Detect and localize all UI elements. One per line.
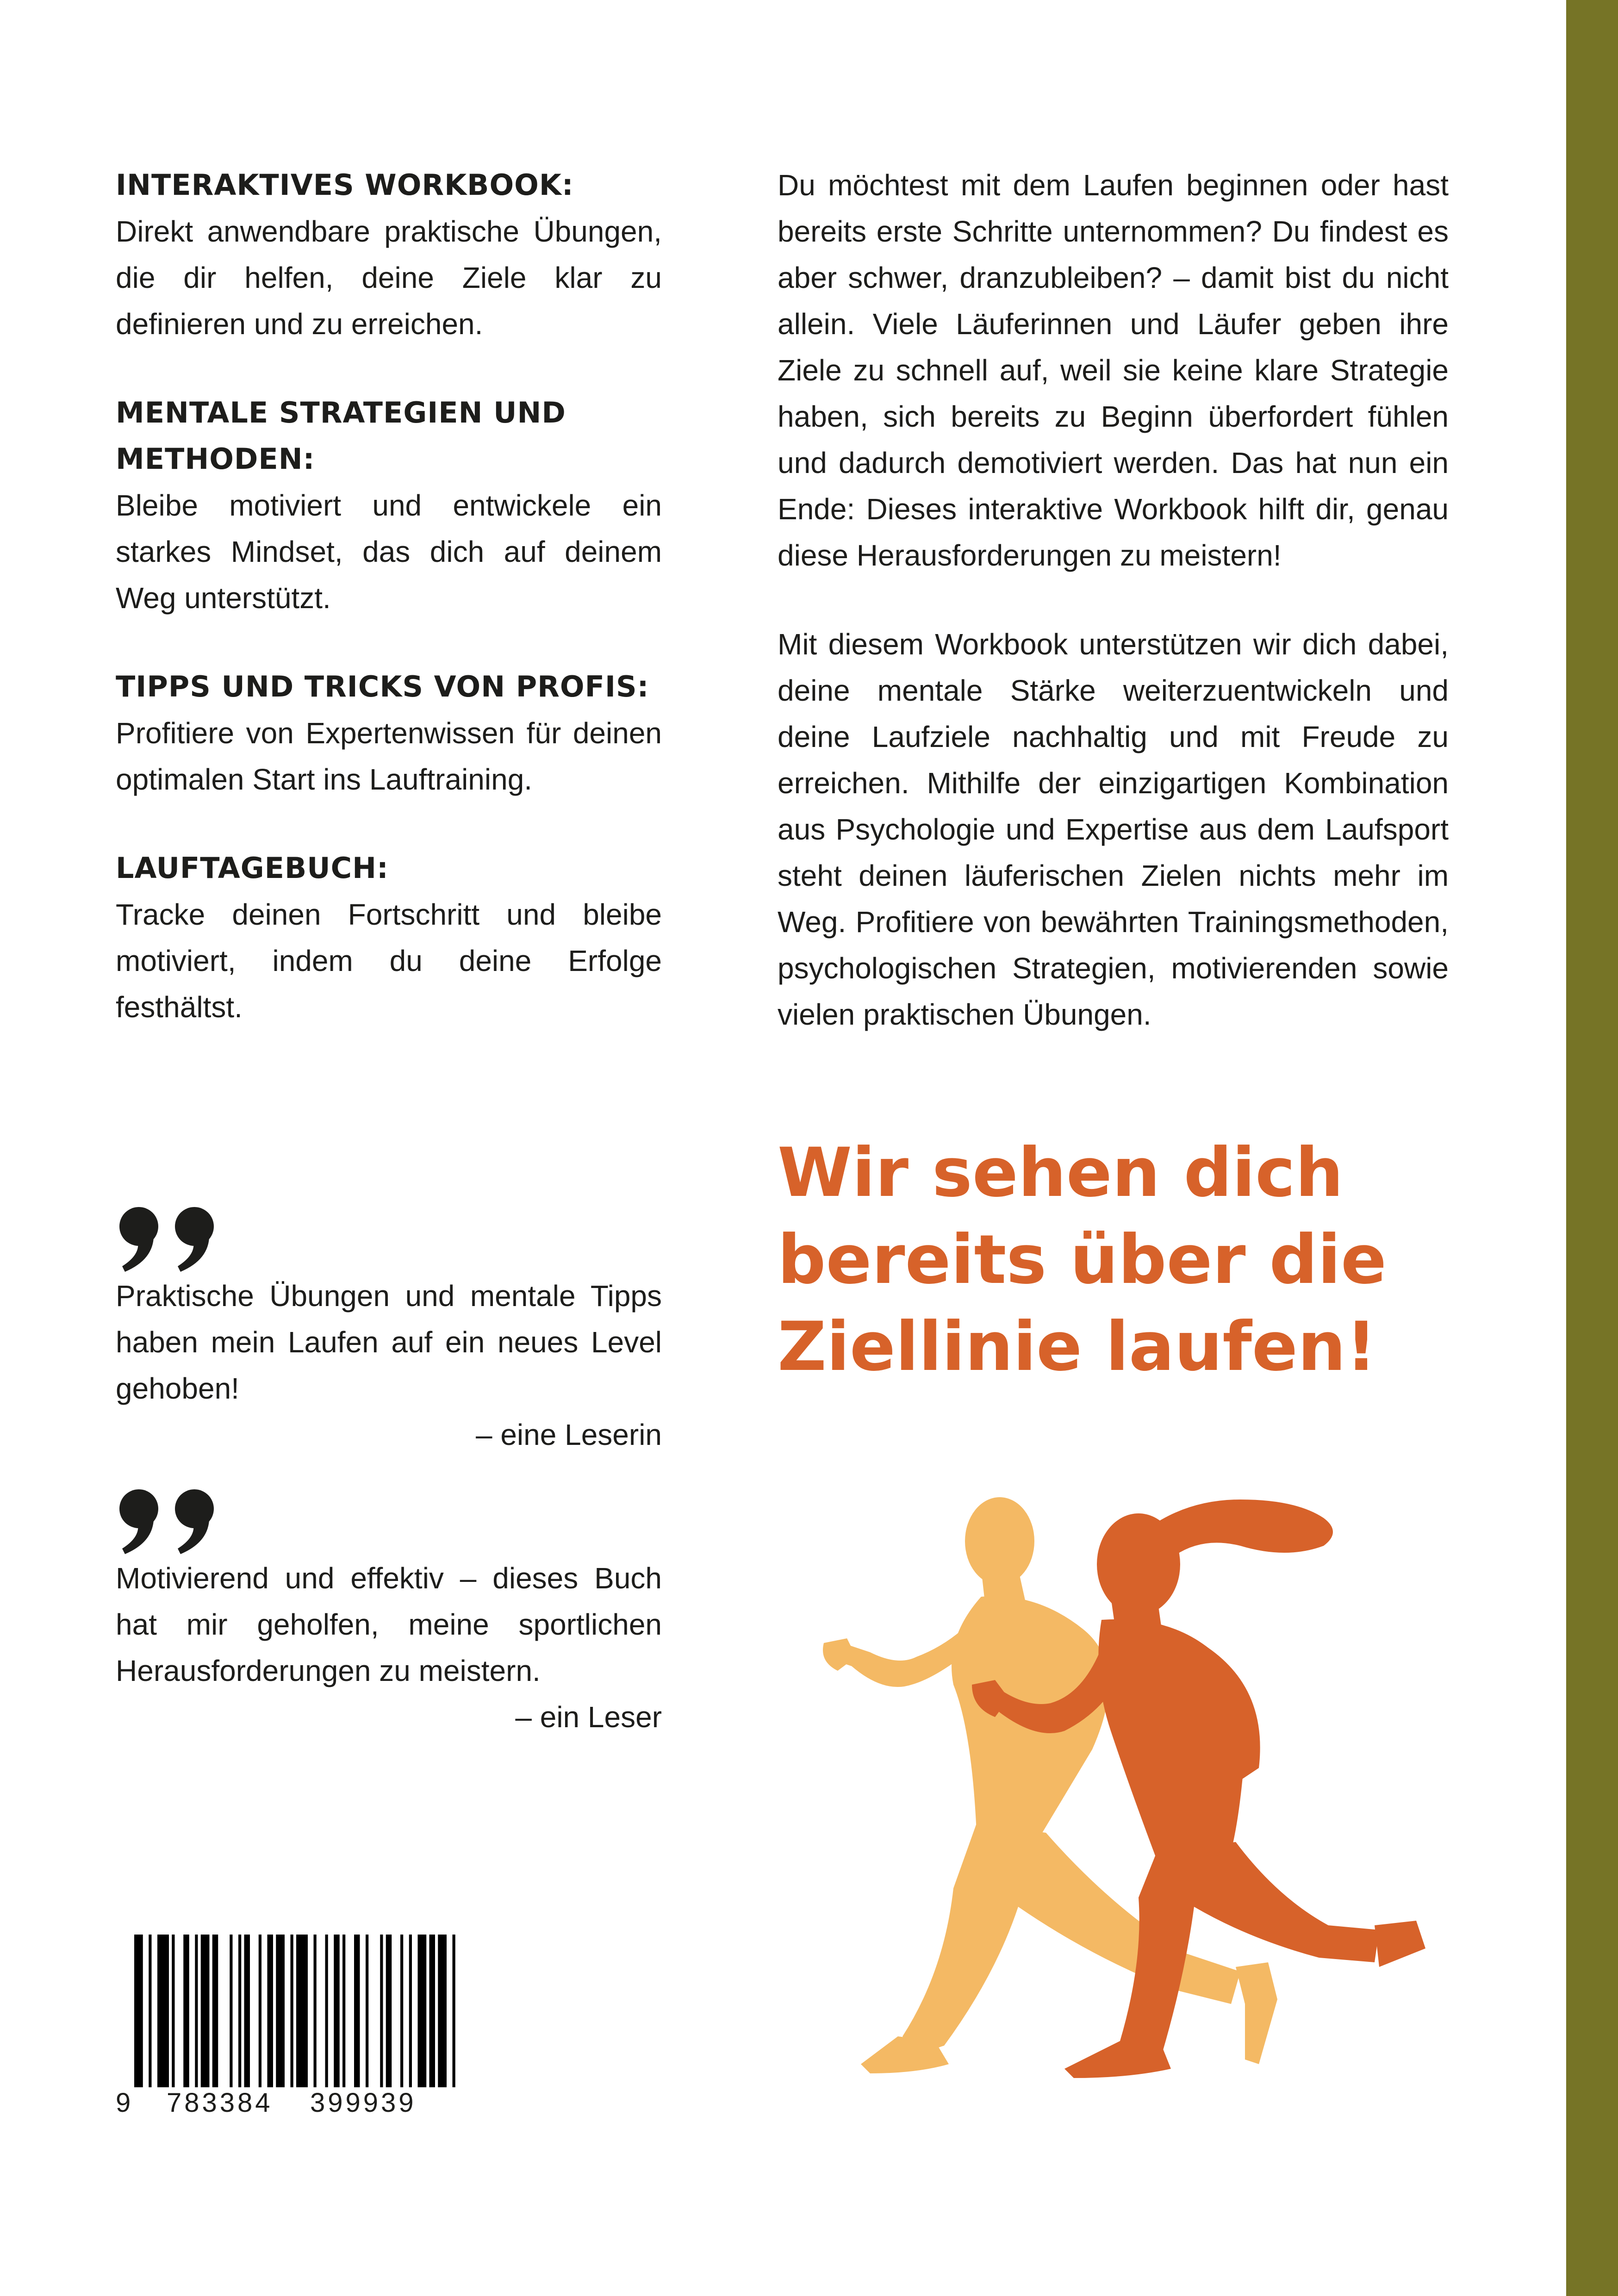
barcode-bar — [354, 1935, 360, 2087]
barcode-digits — [116, 2087, 467, 2129]
barcode-bar — [134, 1935, 143, 2087]
barcode-bar — [400, 1935, 403, 2087]
barcode-bar — [268, 1935, 274, 2087]
feature-text: Profitiere von Expertenwissen für deinen optimalen Start ins Lauftraining. — [116, 716, 662, 796]
barcode — [116, 1921, 467, 2138]
barcode-bar — [212, 1935, 218, 2087]
barcode-bar — [334, 1935, 340, 2087]
barcode-bar — [380, 1935, 383, 2087]
feature-text: Tracke deinen Fortschritt und bleibe motiviert, indem du deine Erfolge festhältst. — [116, 898, 662, 1024]
barcode-bar — [230, 1935, 232, 2087]
headline: Wir sehen dich bereits über die Ziellinie laufen! — [778, 1133, 1387, 1386]
intro-text — [778, 162, 1449, 1080]
barcode-bar — [409, 1935, 412, 2087]
feature-item — [116, 845, 662, 1030]
barcode-bar — [276, 1935, 285, 2087]
intro-paragraph-1: Du möchtest mit dem Laufen beginnen oder hast bereits erste Schritte unternommen? Du findest es aber schwer, dranzubleiben? – damit bist du nicht allein. Viele Läuferinnen und Läufer geben ihre Ziele zu schnell auf, weil sie keine klare Strategie haben, sich bereits zu Beginn überfordert fühlen und dadurch demotiviert werden. Das hat nun ein Ende: Dieses interaktive Workbook hilft dir, genau diese Herausforderungen zu meistern! — [778, 168, 1449, 572]
barcode-bar — [244, 1935, 250, 2087]
barcode-bar — [172, 1935, 174, 2087]
barcode-bar — [183, 1935, 189, 2087]
feature-title: TIPPS UND TRICKS VON PROFIS: — [116, 670, 649, 703]
barcode-bar — [325, 1935, 328, 2087]
quote-mark-icon — [116, 1203, 227, 1273]
quote-text: Motivierend und effektiv – dieses Buch hat mir geholfen, meine sportlichen Herausforderungen zu meistern. — [116, 1562, 662, 1687]
barcode-bar — [195, 1935, 198, 2087]
quote-mark-icon — [116, 1486, 227, 1555]
feature-title: INTERAKTIVES WORKBOOK: — [116, 168, 574, 202]
testimonial-1 — [116, 1203, 662, 1458]
feature-item — [116, 390, 662, 621]
testimonial-2 — [116, 1486, 662, 1740]
feature-text: Direkt anwendbare praktische Übungen, die dir helfen, deine Ziele klar zu definieren und zu erreichen. — [116, 215, 662, 341]
quote-text: Praktische Übungen und mentale Tipps haben mein Laufen auf ein neues Level gehoben! — [116, 1279, 662, 1405]
quote-author: – ein Leser — [515, 1700, 662, 1734]
barcode-bar — [429, 1935, 436, 2087]
barcode-bar — [238, 1935, 241, 2087]
barcode-bars — [134, 1935, 458, 2087]
runners-illustration — [778, 1490, 1490, 2129]
barcode-bar — [438, 1935, 447, 2087]
barcode-digit-group-3: 399939 — [310, 2088, 417, 2118]
barcode-digit-group-2: 783384 — [167, 2088, 273, 2118]
feature-text: Bleibe motiviert und entwickele ein starkes Mindset, das dich auf deinem Weg unterstützt. — [116, 489, 662, 615]
barcode-bar — [201, 1935, 210, 2087]
spine-bar — [1566, 0, 1618, 2296]
barcode-bar — [296, 1935, 308, 2087]
barcode-bar — [418, 1935, 427, 2087]
feature-title: MENTALE STRATEGIEN UND METHODEN: — [116, 396, 566, 476]
barcode-bar — [259, 1935, 261, 2087]
feature-list — [116, 162, 662, 1073]
feature-item — [116, 162, 662, 347]
barcode-bar — [342, 1935, 345, 2087]
barcode-bar — [386, 1935, 392, 2087]
barcode-bar — [314, 1935, 317, 2087]
barcode-bar — [157, 1935, 169, 2087]
barcode-bar — [453, 1935, 455, 2087]
barcode-bar — [149, 1935, 151, 2087]
barcode-bar — [366, 1935, 368, 2087]
feature-title: LAUFTAGEBUCH: — [116, 851, 389, 885]
intro-paragraph-2: Mit diesem Workbook unterstützen wir dich dabei, deine mentale Stärke weiterzuentwickeln und deine Laufziele nachhaltig und mit Freude zu erreichen. Mithilfe der einzigartigen Kombination aus Psychologie und Expertise aus dem Laufsport steht deinen läuferischen Zielen nichts mehr im Weg. Profitiere von bewährten Trainingsmethoden, psychologischen Strategien, motivierenden sowie vielen praktischen Übungen. — [778, 628, 1449, 1031]
barcode-digit-1: 9 — [116, 2088, 134, 2118]
feature-item — [116, 664, 662, 803]
barcode-bar — [291, 1935, 293, 2087]
quote-author: – eine Leserin — [475, 1418, 662, 1451]
